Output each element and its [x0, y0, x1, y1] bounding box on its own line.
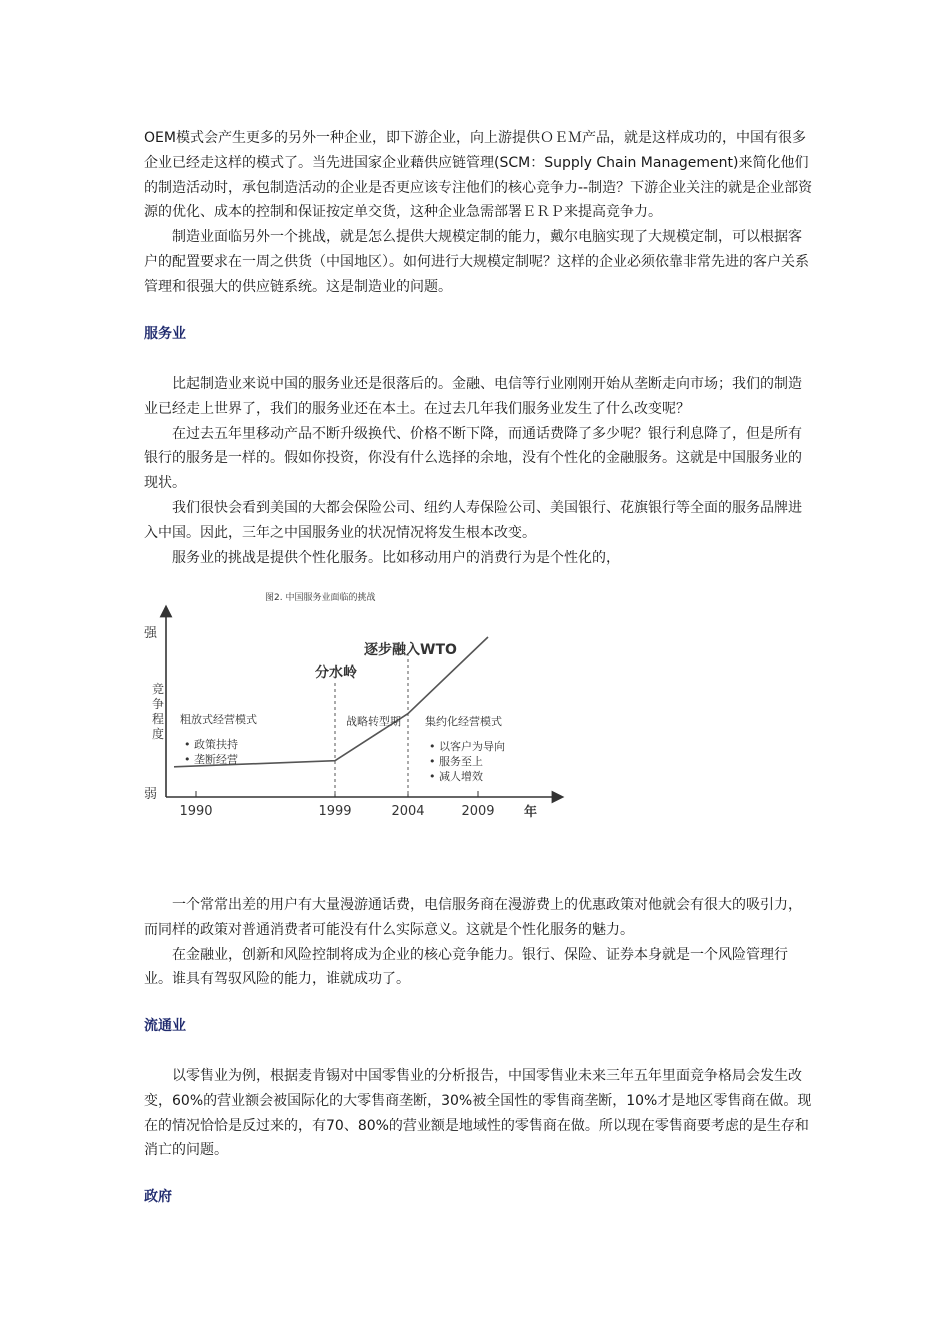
x-tick-label: 1990: [179, 804, 213, 819]
service-section: [144, 372, 814, 570]
service-challenge-chart: [140, 585, 570, 825]
phase-labels: [180, 712, 505, 783]
phase-bullet: • 减人增效: [429, 770, 483, 783]
paragraph: 我们很快会看到美国的大都会保险公司、纽约人寿保险公司、美国银行、花旗银行等全面的服务品牌进入中国。因此，三年之中国服务业的状况情况将发生根本改变。: [144, 499, 802, 541]
marker-label: 逐步融入WTO: [364, 642, 457, 658]
paragraph: 一个常常出差的用户有大量漫游通话费，电信服务商在漫游费上的优惠政策对他就会有很大的吸引力，而同样的政策对普通消费者可能没有什么实际意义。这就是个性化服务的魅力。: [144, 897, 802, 938]
paragraph: 以零售业为例，根据麦肯锡对中国零售业的分析报告，中国零售业未来三年五年里面竞争格局会发生改变，60%的营业额会被国际化的大零售商垄断，30%被全国性的零售商垄断，10%才是地区零售商在做。现在的情况恰恰是反过来的，有70、80%的营业额是地域性的零售商在做。所以现在零售商要考虑的是生存和消亡的问题。: [144, 1068, 812, 1159]
x-tick-label: 2009: [461, 804, 495, 819]
y-axis-label: 竞争程度: [152, 682, 165, 741]
phase-title: 粗放式经营模式: [180, 713, 257, 726]
manufacturing-section: [144, 126, 814, 300]
paragraph: 在金融业，创新和风险控制将成为企业的核心竞争能力。银行、保险、证券本身就是一个风险管理行业。谁具有驾驭风险的能力，谁就成功了。: [144, 946, 788, 988]
section-heading-service: 服务业: [144, 326, 186, 342]
phase-title: 战略转型期: [346, 715, 401, 728]
phase-title: 集约化经营模式: [425, 715, 502, 728]
x-tick-label: 1999: [318, 804, 352, 819]
section-heading-government: 政府: [144, 1189, 172, 1205]
service-section-continued: [144, 893, 814, 992]
x-axis-label: 年: [524, 805, 538, 820]
phase-bullet: • 服务至上: [429, 755, 483, 768]
paragraph: 在过去五年里移动产品不断升级换代、价格不断下降，而通话费降了多少呢？银行利息降了，但是所有银行的服务是一样的。假如你投资，你没有什么选择的余地，没有个性化的金融服务。这就是中国服务业的现状。: [144, 425, 802, 492]
paragraph: 服务业的挑战是提供个性化服务。比如移动用户的消费行为是个性化的，: [172, 549, 620, 566]
y-bottom-label: 弱: [144, 787, 158, 802]
phase-bullet: • 以客户为导向: [429, 740, 505, 753]
section-heading-retail: 流通业: [144, 1018, 186, 1034]
y-top-label: 强: [144, 626, 158, 641]
chart-title: 图2. 中国服务业面临的挑战: [265, 593, 376, 603]
marker-label: 分水岭: [315, 665, 357, 681]
retail-section: [144, 1064, 814, 1163]
paragraph: 比起制造业来说中国的服务业还是很落后的。金融、电信等行业刚刚开始从垄断走向市场；我们的制造业已经走上世界了，我们的服务业还在本土。在过去几年我们服务业发生了什么改变呢？: [144, 376, 802, 417]
paragraph: 制造业面临另外一个挑战，就是怎么提供大规模定制的能力，戴尔电脑实现了大规模定制，可以根据客户的配置要求在一周之供货（中国地区）。如何进行大规模定制呢？这样的企业必须依靠非常先进的客户关系管理和很强大的供应链系统。这是制造业的问题。: [144, 229, 809, 295]
phase-bullet: • 垄断经营: [184, 753, 238, 766]
chart-svg: [140, 585, 570, 825]
x-tick-label: 2004: [391, 804, 425, 819]
x-ticks: [179, 791, 494, 819]
paragraph: OEM模式会产生更多的另外一种企业，即下游企业，向上游提供ＯＥＭ产品，就是这样成功的，中国有很多企业已经走这样的模式了。当先进国家企业藉供应链管理(SCM：Supply Chain Management)来简化他们的制造活动时，承包制造活动的企业是否更应该专注他们的核心竞争力--制造？下游企业关注的就是企业部资源的优化、成本的控制和保证按定单交货，这种企业急需部署ＥＲＰ来提高竞争力。: [144, 130, 813, 221]
phase-bullet: • 政策扶持: [184, 738, 238, 751]
